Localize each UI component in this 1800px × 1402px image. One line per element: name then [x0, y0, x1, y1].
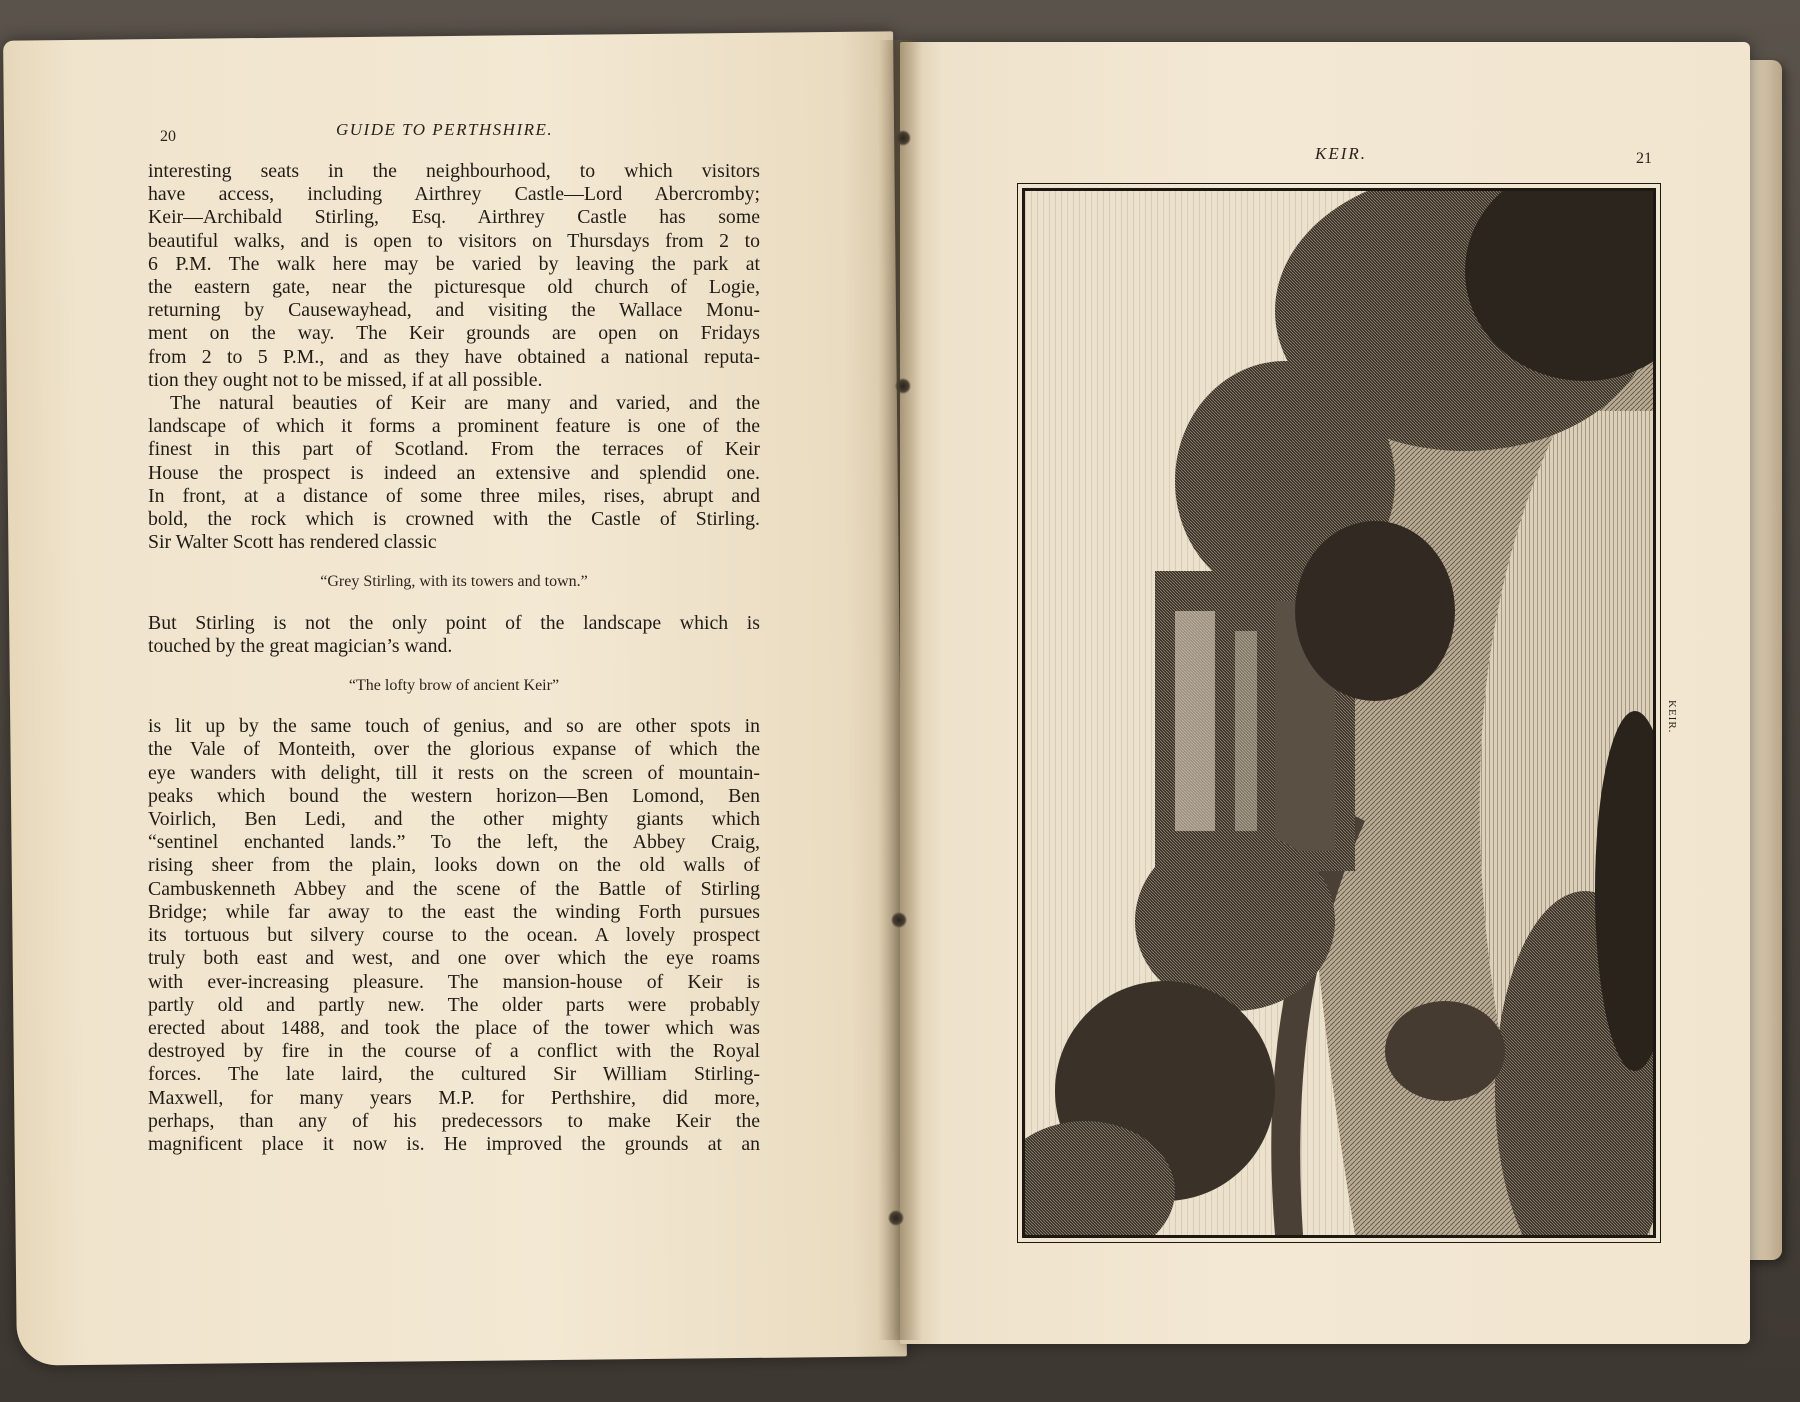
text-line: The natural beauties of Keir are many and varied, and the — [170, 392, 760, 415]
text-line: Bridge; while far away to the east the winding Forth pursues — [148, 900, 760, 923]
quotation-lofty-brow: “The lofty brow of ancient Keir” — [348, 677, 560, 695]
left-page-body — [148, 160, 760, 1156]
right-page-folio: 21 — [1636, 150, 1652, 167]
text-line: forces. The late laird, the cultured Sir William Stirling- — [148, 1063, 760, 1086]
text-line: 6 P.M. The walk here may be varied by leaving the park at — [148, 252, 760, 275]
text-line: partly old and partly new. The older parts were probably — [148, 993, 760, 1016]
text-line: Maxwell, for many years M.P. for Perthshire, did more, — [148, 1086, 760, 1109]
left-running-head: GUIDE TO PERTHSHIRE. — [336, 120, 554, 139]
left-page-folio: 20 — [160, 128, 176, 145]
text-line: beautiful walks, and is open to visitors on Thursdays from 2 to — [148, 229, 760, 252]
quotation-grey-stirling: “Grey Stirling, with its towers and town.” — [320, 573, 588, 591]
binding-stitch — [895, 378, 911, 394]
text-line: In front, at a distance of some three miles, rises, abrupt and — [148, 484, 760, 507]
text-line: finest in this part of Scotland. From the terraces of Keir — [148, 438, 760, 461]
text-line: peaks which bound the western horizon—Ben Lomond, Ben — [148, 784, 760, 807]
paragraph-bottom — [148, 715, 760, 1156]
text-line: with ever-increasing pleasure. The mansion-house of Keir is — [148, 970, 760, 993]
binding-stitch — [888, 1210, 904, 1226]
text-line: Cambuskenneth Abbey and the scene of the Battle of Stirling — [148, 877, 760, 900]
text-line: Keir—Archibald Stirling, Esq. Airthrey Castle has some — [148, 206, 760, 229]
text-line: bold, the rock which is crowned with the Castle of Stirling. — [148, 508, 760, 531]
text-line: erected about 1488, and took the place of the tower which was — [148, 1016, 760, 1039]
text-line: interesting seats in the neighbourhood, to which visitors — [148, 160, 760, 182]
text-line: the eastern gate, near the picturesque old church of Logie, — [148, 276, 760, 299]
text-line: returning by Causewayhead, and visiting the Wallace Monu- — [148, 299, 760, 322]
text-line: eye wanders with delight, till it rests on the screen of mountain- — [148, 761, 760, 784]
paragraph-middle — [148, 612, 760, 658]
text-line: ment on the way. The Keir grounds are open on Fridays — [148, 322, 760, 345]
text-line: the Vale of Monteith, over the glorious expanse of which the — [148, 738, 760, 761]
text-line: destroyed by fire in the course of a conflict with the Royal — [148, 1040, 760, 1063]
text-line: rising sheer from the plain, looks down on the old walls of — [148, 854, 760, 877]
binding-stitch — [891, 912, 907, 928]
text-line: “sentinel enchanted lands.” To the left, the Abbey Craig, — [148, 831, 760, 854]
plate-caption: KEIR. — [1666, 700, 1678, 734]
engraving-plate-keir — [1022, 188, 1656, 1238]
text-line: Voirlich, Ben Ledi, and the other mighty giants which — [148, 808, 760, 831]
text-line: landscape of which it forms a prominent feature is one of the — [148, 415, 760, 438]
gutter-shadow — [878, 40, 922, 1340]
text-line: But Stirling is not the only point of the landscape which is — [148, 611, 760, 634]
text-line: House the prospect is indeed an extensive and splendid one. — [148, 461, 760, 484]
binding-stitch — [895, 130, 911, 146]
text-line: perhaps, than any of his predecessors to make Keir the — [148, 1109, 760, 1132]
text-line: tion they ought not to be missed, if at all possible. — [148, 368, 543, 391]
text-line: its tortuous but silvery course to the ocean. A lovely prospect — [148, 924, 760, 947]
text-line: is lit up by the same touch of genius, and so are other spots in — [148, 715, 760, 738]
text-line: Sir Walter Scott has rendered classic — [148, 531, 437, 554]
paragraph-top — [148, 160, 760, 554]
text-line: truly both east and west, and one over which the eye roams — [148, 947, 760, 970]
text-line: from 2 to 5 P.M., and as they have obtained a national reputa- — [148, 345, 760, 368]
text-line: magnificent place it now is. He improved the grounds at an — [148, 1132, 760, 1155]
engraving-illustration — [1025, 191, 1653, 1235]
text-line: touched by the great magician’s wand. — [148, 634, 453, 657]
text-line: have access, including Airthrey Castle—Lord Abercromby; — [148, 183, 760, 206]
right-running-head: KEIR. — [1315, 144, 1368, 163]
